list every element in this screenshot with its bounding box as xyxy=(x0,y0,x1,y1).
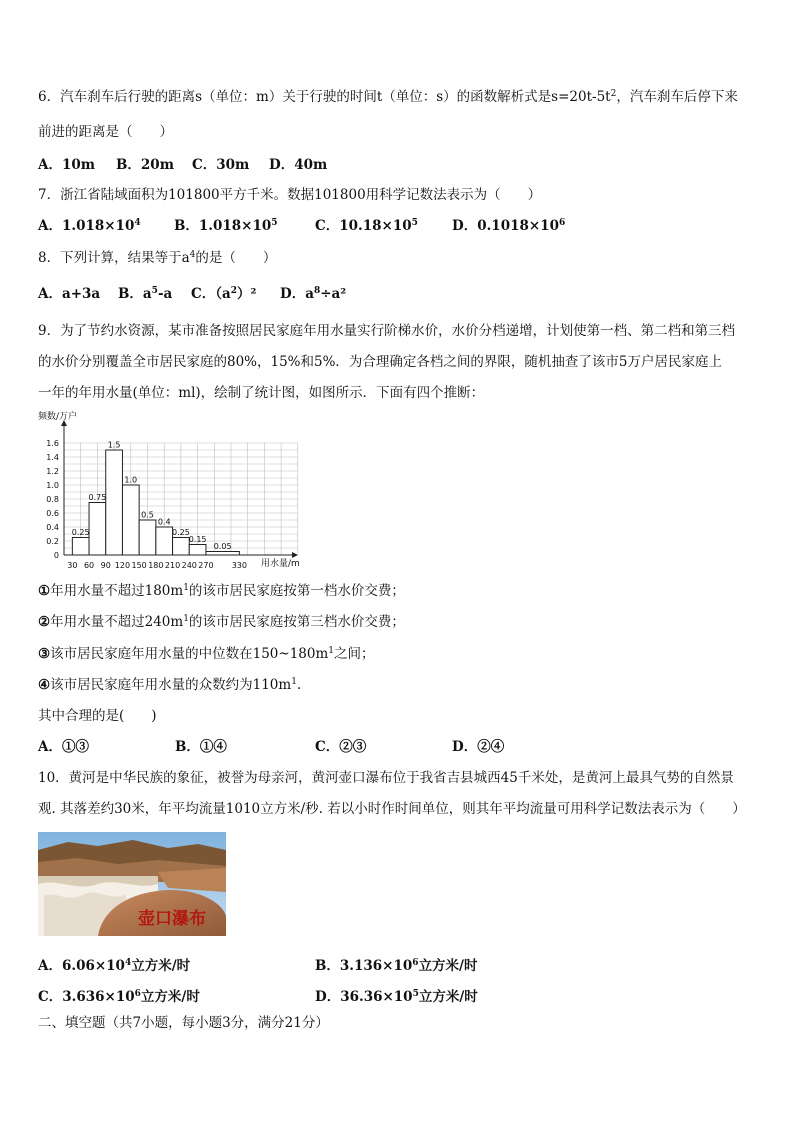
y-axis-label: 频数/万户 xyxy=(38,412,78,422)
x-tick-label: 330 xyxy=(231,561,247,570)
y-tick-label: 1.2 xyxy=(46,467,59,476)
x-tick-label: 90 xyxy=(100,561,111,570)
q9-question: 其中合理的是( ) xyxy=(38,708,157,724)
bar-value-label: 0.15 xyxy=(188,535,207,544)
q6-option-d: D．40m xyxy=(269,157,328,173)
q9-line2: 的水价分别覆盖全市居民家庭的80%，15%和5%．为合理确定各档之间的界限，随机抽查了该市5万户居民家庭上 xyxy=(38,354,723,370)
bar-value-label: 0.25 xyxy=(171,528,190,537)
q10-option-d: D．$36.36\times 10^5$立方米/时 xyxy=(315,989,478,1005)
q9-statement-3: ③该市居民家庭年用水量的中位数在$150\sim 180m^1$之间； xyxy=(38,646,375,662)
histogram-bar xyxy=(72,538,89,556)
q10-line2: 观. 其落差约30米，年平均流量1010立方米/秒. 若以小时作时间单位，则其年平均流量可用科学记数法表示为（ ） xyxy=(38,801,746,817)
histogram-bar xyxy=(139,520,156,555)
q10-line1: 10．黄河是中华民族的象征，被誉为母亲河，黄河壶口瀑布位于我省吉县城西45千米处，是黄河上最具气势的自然景 xyxy=(38,770,734,786)
q6-option-c: C．30m xyxy=(192,157,250,173)
x-axis-label: 用水量/m xyxy=(261,559,300,569)
bar-value-label: 0.4 xyxy=(157,517,171,527)
q9-statement-1: ①年用水量不超过$180m^1$的该市居民家庭按第一档水价交费； xyxy=(38,583,405,599)
q9-statement-4: ④该市居民家庭年用水量的众数约为$110m^1$. xyxy=(38,677,302,693)
q9-option-b: B．①④ xyxy=(175,739,227,755)
q8-option-c: C．$(a^2)^2$ xyxy=(191,286,257,302)
bar-value-label: 0.75 xyxy=(88,493,107,502)
q8-option-b: B．$a^5-a$ xyxy=(118,286,173,302)
histogram-chart xyxy=(38,410,308,575)
histogram-bar xyxy=(173,538,190,556)
x-tick-label: 30 xyxy=(67,561,78,570)
q9-option-c: C．②③ xyxy=(315,739,367,755)
y-tick-label: 0.8 xyxy=(46,495,59,504)
histogram-bar xyxy=(122,485,139,555)
q10-option-c: C．$3.636\times 10^6$立方米/时 xyxy=(38,989,200,1005)
bar-value-label: 1.5 xyxy=(107,440,121,450)
q9-option-a: A．①③ xyxy=(38,739,89,755)
y-tick-label: 0.2 xyxy=(46,537,59,546)
x-tick-label: 240 xyxy=(181,561,197,570)
q7-option-b: B．$1.018\times 10^5$ xyxy=(174,218,278,234)
x-axis-arrow xyxy=(292,552,298,558)
bar-value-label: 0.25 xyxy=(71,528,90,537)
q9-option-d: D．②④ xyxy=(452,739,505,755)
histogram-bar xyxy=(89,503,106,556)
q10-option-b: B．$3.136\times 10^6$立方米/时 xyxy=(315,958,478,974)
q6-line1: 6．汽车刹车后行驶的距离s（单位：m）关于行驶的时间t（单位：s）的函数解析式是$s=20t-5t^2$，汽车刹车后停下来 xyxy=(38,89,738,105)
bar-value-label: 1.0 xyxy=(124,475,138,485)
x-tick-label: 210 xyxy=(164,561,181,570)
q8-option-d: D．$a^8\div a^2$ xyxy=(280,286,347,302)
q7-option-a: A．$1.018\times 10^4$ xyxy=(38,218,141,234)
q9-line1: 9．为了节约水资源，某市准备按照居民家庭年用水量实行阶梯水价，水价分档递增，计划使第一档、第二档和第三档 xyxy=(38,323,736,339)
q9-statement-2: ②年用水量不超过$240m^1$的该市居民家庭按第三档水价交费； xyxy=(38,614,405,630)
waterfall-photo xyxy=(38,832,226,936)
bar-value-label: 0.05 xyxy=(213,542,232,551)
q7-option-c: C．$10.18\times 10^5$ xyxy=(315,218,418,234)
q8-option-a: A．a+3a xyxy=(38,286,101,302)
q6-line2: 前进的距离是（ ） xyxy=(38,124,173,140)
q8-stem: 8．下列计算，结果等于$a^4$的是（ ） xyxy=(38,250,277,266)
histogram-bar xyxy=(106,450,123,555)
q9-line3: 一年的年用水量(单位：ml)，绘制了统计图，如图所示．下面有四个推断： xyxy=(38,385,485,401)
x-tick-label: 120 xyxy=(114,561,131,570)
q7-stem: 7．浙江省陆域面积为101800平方千米。数据101800用科学记数法表示为（ ） xyxy=(38,187,542,203)
y-tick-label: 1.0 xyxy=(46,481,59,490)
photo-caption: 壶口瀑布 xyxy=(138,909,206,929)
q7-option-d: D．$0.1018\times 10^6$ xyxy=(452,218,566,234)
y-tick-label: 0.6 xyxy=(46,509,59,518)
y-tick-label: 0.4 xyxy=(46,523,59,532)
q6-option-a: A．10m xyxy=(38,157,96,173)
y-tick-label: 1.4 xyxy=(46,453,59,462)
y-tick-label: 1.6 xyxy=(46,439,59,448)
x-tick-label: 270 xyxy=(198,561,214,570)
histogram-bar xyxy=(189,545,206,556)
x-tick-label: 150 xyxy=(131,561,147,570)
x-tick-label: 180 xyxy=(148,561,164,570)
section-heading: 二、填空题（共7小题，每小题3分，满分21分） xyxy=(38,1015,329,1031)
q10-option-a: A．$6.06\times 10^4$立方米/时 xyxy=(38,958,191,974)
x-tick-label: 60 xyxy=(83,561,95,570)
histogram-bar xyxy=(156,527,173,555)
histogram-bar xyxy=(206,552,239,556)
bar-value-label: 0.5 xyxy=(141,510,154,520)
y-tick-label: 0 xyxy=(53,551,59,560)
q6-option-b: B．20m xyxy=(116,157,174,173)
